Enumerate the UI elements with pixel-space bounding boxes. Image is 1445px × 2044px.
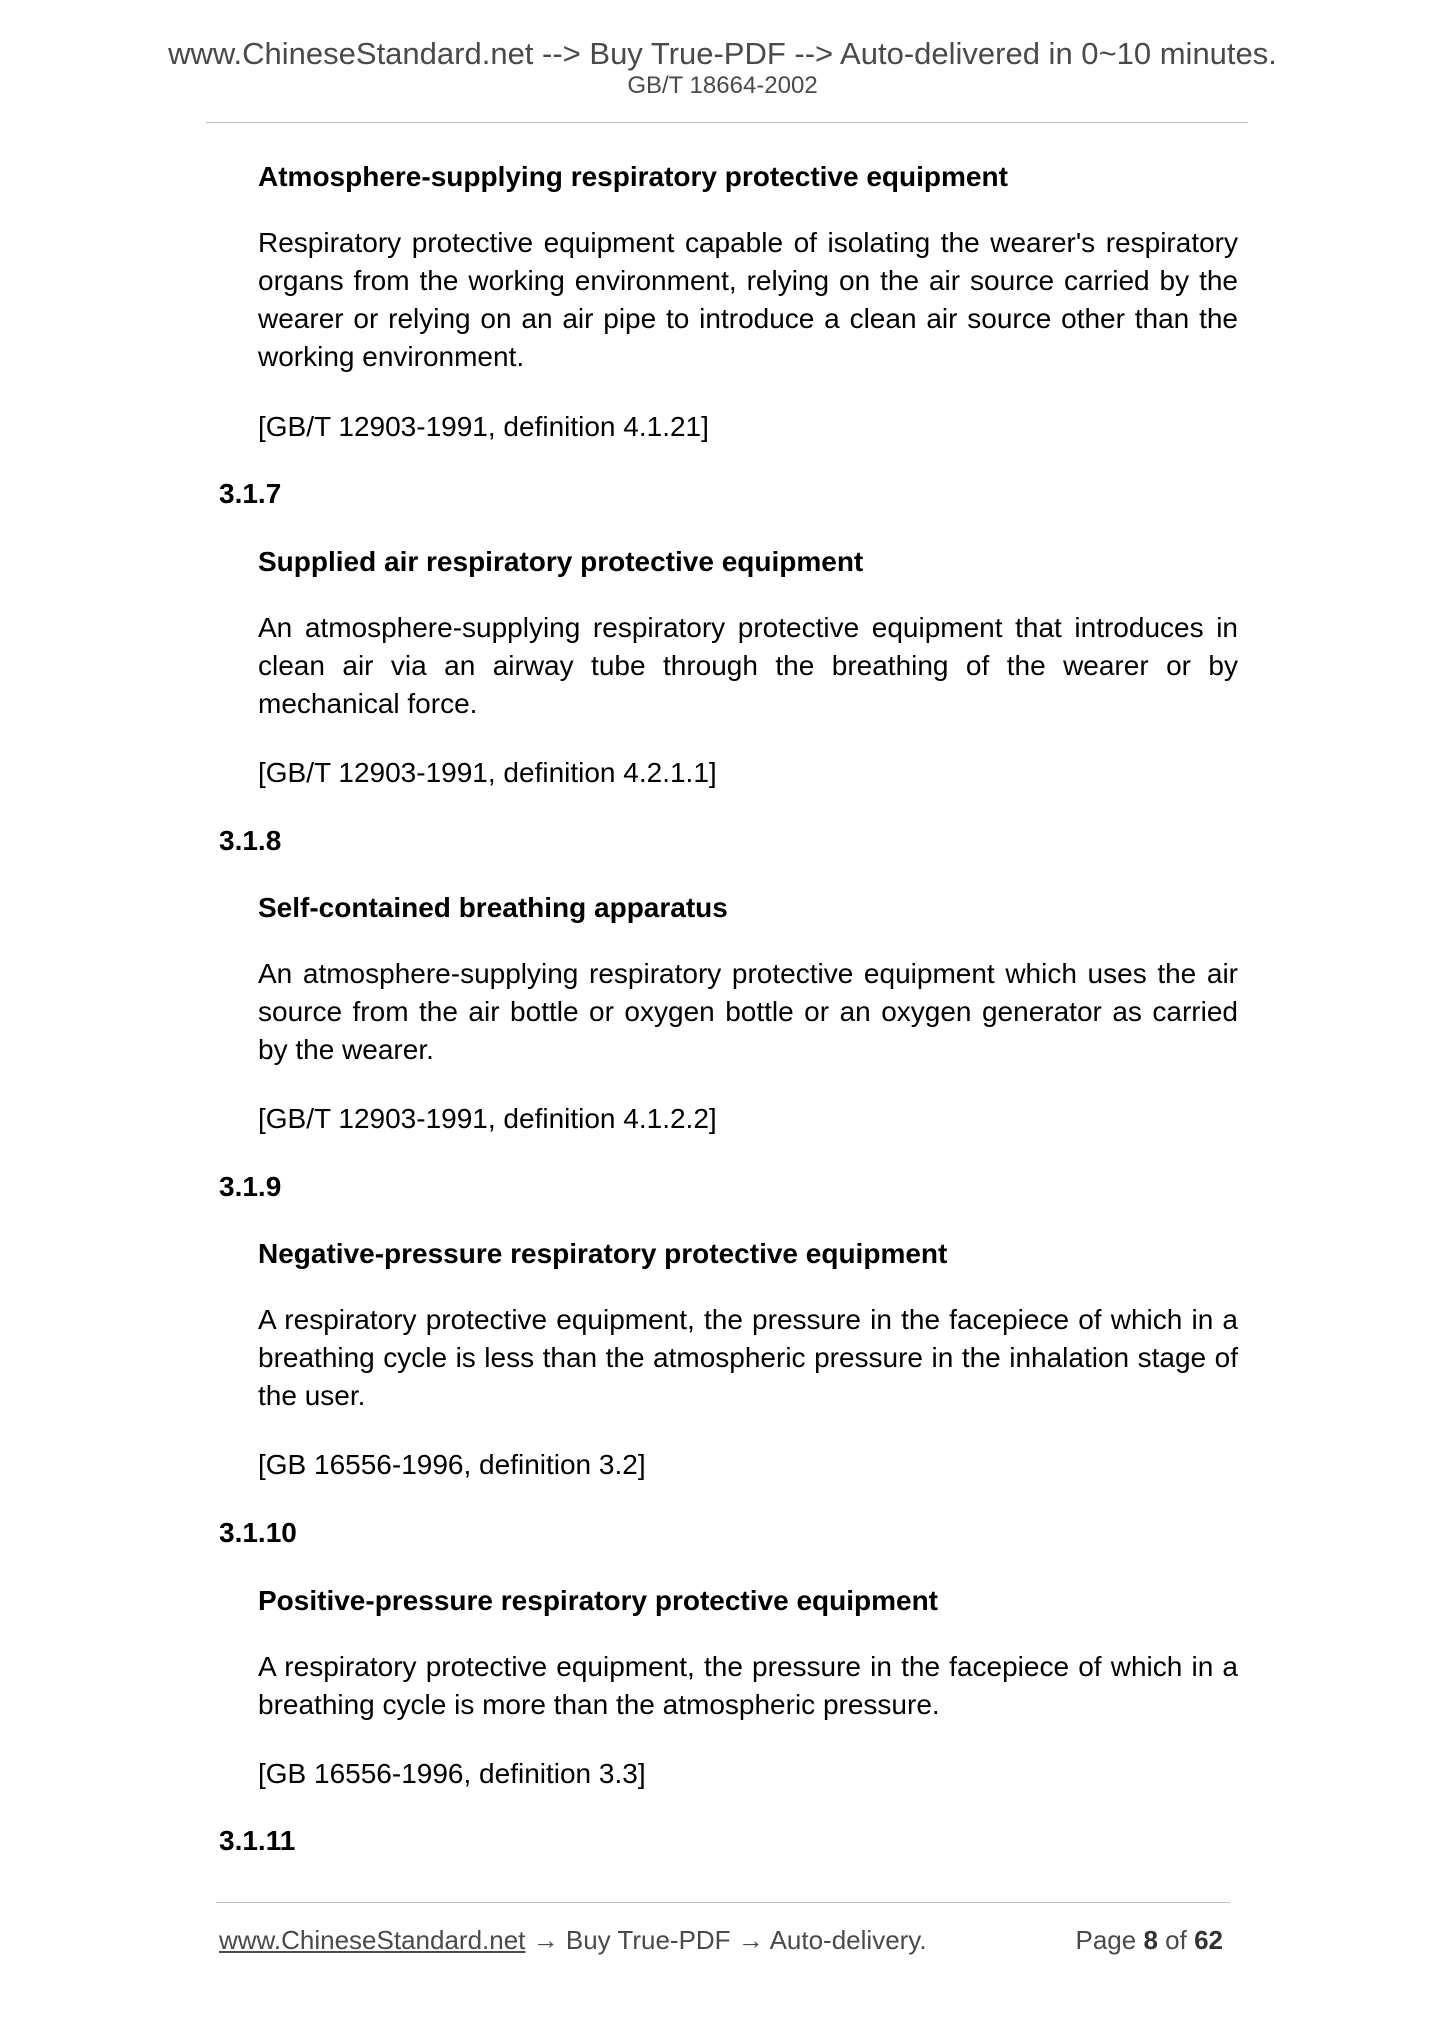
footer-site-link[interactable]: www.ChineseStandard.net	[219, 1925, 526, 1955]
page-label: Page	[1075, 1925, 1137, 1955]
term-definition: An atmosphere-supplying respiratory protective equipment that introduces in clean air via an airway tube through the breathing of the wearer or by mechanical force.	[258, 612, 1238, 719]
term-definition: A respiratory protective equipment, the pressure in the facepiece of which in a breathing cycle is less than the atmospheric pressure in the inhalation stage of the user.	[258, 1304, 1238, 1411]
clause-number: 3.1.8	[219, 825, 282, 856]
term-title: Atmosphere-supplying respiratory protective equipment	[258, 161, 1008, 192]
of-label: of	[1165, 1925, 1187, 1955]
header-banner: www.ChineseStandard.net --> Buy True-PDF --> Auto-delivered in 0~10 minutes.	[168, 36, 1277, 71]
term-reference: [GB/T 12903-1991, definition 4.2.1.1]	[258, 757, 717, 788]
footer-promo	[219, 1925, 927, 1956]
page-total: 62	[1194, 1925, 1223, 1955]
term-reference: [GB 16556-1996, definition 3.2]	[258, 1449, 646, 1480]
term-definition: An atmosphere-supplying respiratory protective equipment which uses the air source from the air bottle or oxygen bottle or an oxygen generator as carried by the wearer.	[258, 958, 1238, 1065]
term-reference: [GB/T 12903-1991, definition 4.1.2.2]	[258, 1103, 717, 1134]
clause-number: 3.1.10	[219, 1517, 297, 1548]
clause-number: 3.1.9	[219, 1171, 282, 1202]
term-title: Positive-pressure respiratory protective equipment	[258, 1585, 938, 1616]
footer-promo-text: → Buy True-PDF → Auto-delivery.	[525, 1925, 927, 1955]
clause-number: 3.1.11	[219, 1825, 296, 1856]
term-definition: Respiratory protective equipment capable of isolating the wearer's respiratory organs from the working environment, relying on the air source carried by the wearer or relying on an air pipe to introduce a clean air source other than the working environment.	[258, 227, 1238, 372]
term-title: Self-contained breathing apparatus	[258, 892, 728, 923]
term-reference: [GB/T 12903-1991, definition 4.1.21]	[258, 411, 709, 442]
page-current: 8	[1143, 1925, 1158, 1955]
header-divider	[206, 122, 1248, 123]
footer-divider	[216, 1902, 1230, 1903]
term-title: Supplied air respiratory protective equipment	[258, 546, 864, 577]
page-indicator	[1075, 1925, 1223, 1956]
document-code: GB/T 18664-2002	[627, 72, 818, 99]
term-definition: A respiratory protective equipment, the pressure in the facepiece of which in a breathing cycle is more than the atmospheric pressure.	[258, 1651, 1238, 1720]
term-title: Negative-pressure respiratory protective equipment	[258, 1238, 948, 1269]
term-reference: [GB 16556-1996, definition 3.3]	[258, 1758, 646, 1789]
clause-number: 3.1.7	[219, 478, 282, 509]
